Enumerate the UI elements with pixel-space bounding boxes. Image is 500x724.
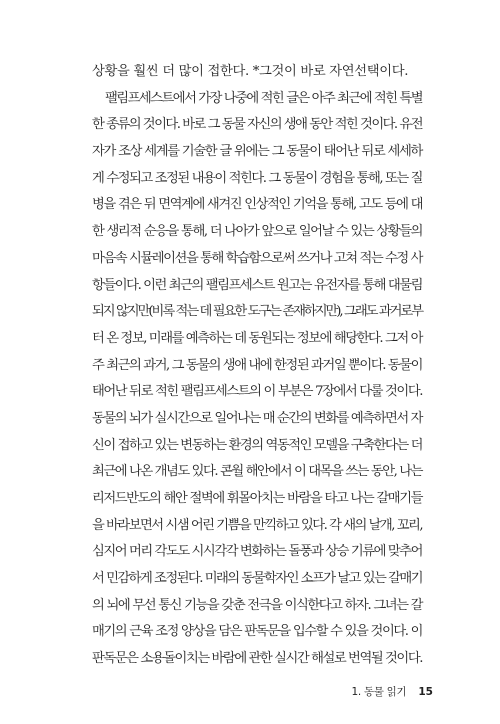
text-line: 상황을 훨씬 더 많이 접한다. *그것이 바로 자연선택이다. [92, 64, 409, 79]
text-line: 최근에 나온 개념도 있다. 콘월 해안에서 이 대목을 쓰는 동안, 나는 [92, 464, 422, 480]
text-line: 심지어 머리 각도도 시시각각 변화하는 돌풍과 상승 기류에 맞추어 [92, 544, 422, 560]
text-line: 의 뇌에 무선 통신 기능을 갖춘 전극을 이식한다고 하자. 그녀는 갈 [92, 597, 422, 613]
text-line: 마음속 시뮬레이션을 통해 학습함으로써 쓰거나 고쳐 적는 수정 사 [92, 250, 422, 266]
text-line: 판독문은 소용돌이치는 바람에 관한 실시간 해설로 번역될 것이다. [92, 651, 422, 667]
text-line: 게 수정되고 조정된 내용이 적힌다. 그 동물이 경험을 통해, 또는 질 [92, 170, 422, 186]
text-line: 태어난 뒤로 적힌 팰림프세스트의 이 부분은 7장에서 다룰 것이다. [92, 384, 422, 400]
text-line: 터 온 정보, 미래를 예측하는 데 동원되는 정보에 해당한다. 그저 아 [92, 330, 422, 346]
text-line: 한 종류의 것이다. 바로 그 동물 자신의 생애 동안 적힌 것이다. 유전 [92, 117, 422, 133]
text-line: 팰림프세스트에서 가장 나중에 적힌 글은 아주 최근에 적힌 특별 [105, 90, 422, 106]
text-line: 매기의 근육 조정 양상을 담은 판독문을 입수할 수 있을 것이다. 이 [92, 624, 422, 640]
text-line: 한 생리적 순응을 통해, 더 나아가 앞으로 일어날 수 있는 상황들의 [92, 224, 422, 240]
text-line: 리저드반도의 해안 절벽에 휘몰아치는 바람을 타고 나는 갈매기들 [92, 491, 422, 506]
page-number: 15 [418, 686, 433, 698]
running-chapter-title: 1. 동물 읽기 [351, 686, 407, 698]
body-text [92, 59, 422, 673]
text-line: 항들이다. 이런 최근의 팰림프세스트 원고는 유전자를 통해 대물림 [92, 277, 422, 293]
text-line: 자가 조상 세계를 기술한 글 위에는 그 동물이 태어난 뒤로 세세하 [92, 144, 422, 160]
text-line: 서 민감하게 조정된다. 미래의 동물학자인 소프가 날고 있는 갈매기 [92, 571, 422, 587]
page-footer [352, 684, 434, 699]
text-line: 병을 겪은 뒤 면역계에 새겨진 인상적인 기억을 통해, 고도 등에 대 [92, 197, 422, 213]
text-line: 되지 않지만(비록 적는 데 필요한 도구는 존재하지만), 그래도 과거로부 [92, 304, 422, 320]
text-line: 신이 접하고 있는 변동하는 환경의 역동적인 모델을 구축한다는 더 [92, 437, 422, 453]
text-line: 동물의 뇌가 실시간으로 일어나는 매 순간의 변화를 예측하면서 자 [92, 410, 422, 426]
text-line: 을 바라보면서 시샘 어린 기쁨을 만끽하고 있다. 각 새의 날개, 꼬리, [92, 517, 422, 533]
text-line: 주 최근의 과거, 그 동물의 생애 내에 한정된 과거일 뿐이다. 동물이 [92, 357, 422, 373]
